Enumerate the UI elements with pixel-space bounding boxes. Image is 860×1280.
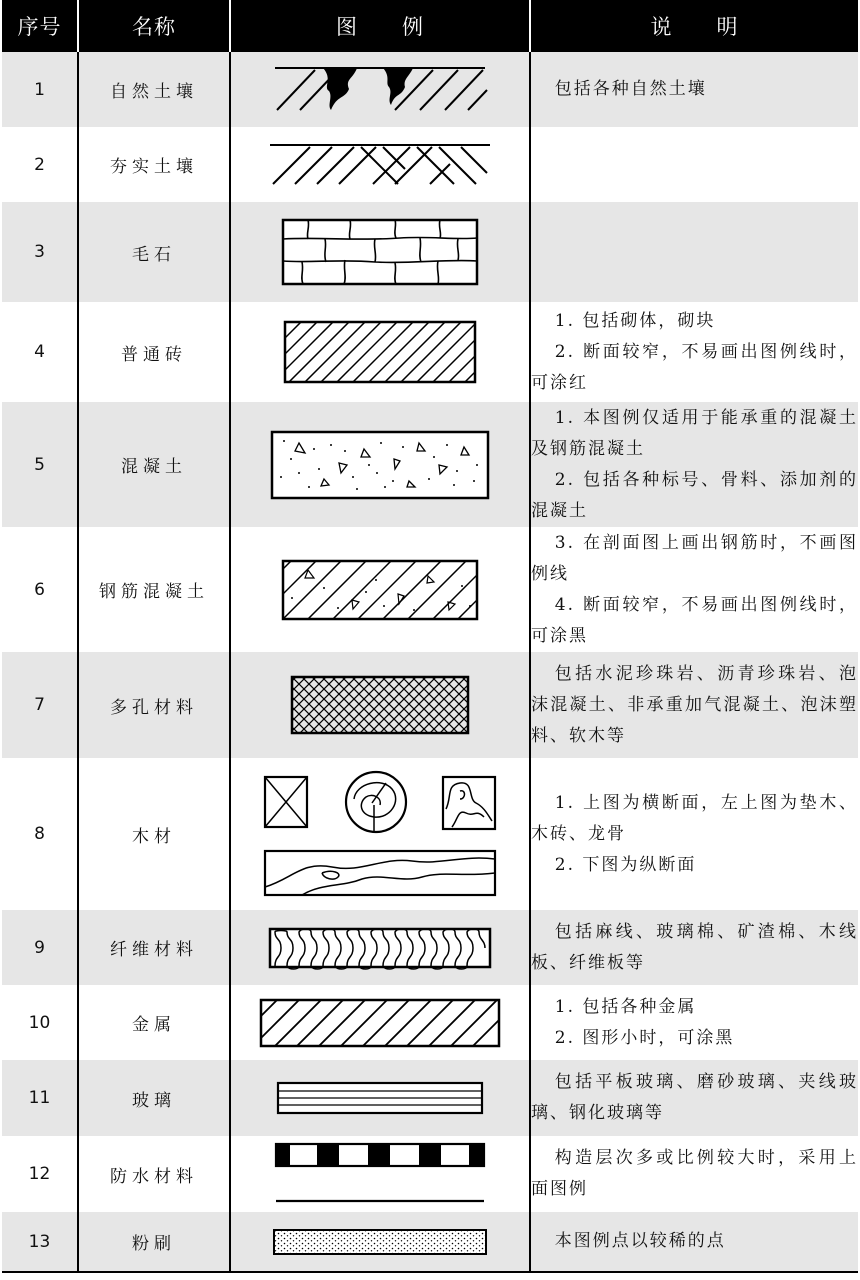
material-name: 夯实土壤 <box>78 127 230 202</box>
common-brick-pattern-icon <box>282 319 478 385</box>
table-row <box>2 1136 858 1212</box>
header-legend: 图 例 <box>230 0 530 52</box>
concrete-pattern-icon <box>269 429 491 501</box>
table-row <box>2 652 858 758</box>
table-row <box>2 758 858 910</box>
header-row <box>2 0 858 52</box>
table-row <box>2 202 858 302</box>
row-number: 1 <box>2 52 78 127</box>
description-line: 1. 包括砌体，砌块 <box>554 310 716 331</box>
row-number: 7 <box>2 652 78 758</box>
glass-pattern-icon <box>275 1080 485 1116</box>
material-name: 粉刷 <box>78 1212 230 1272</box>
description-line: 3. 在剖面图上画出钢筋时，不画图例线 <box>531 532 858 584</box>
description-line: 2. 包括各种标号、骨料、添加剂的混凝土 <box>531 469 858 521</box>
row-number: 8 <box>2 758 78 910</box>
header-name: 名称 <box>78 0 230 52</box>
description-line: 包括平板玻璃、磨砂玻璃、夹线玻璃、钢化玻璃等 <box>531 1072 858 1123</box>
material-name: 毛石 <box>78 202 230 302</box>
table-row <box>2 127 858 202</box>
material-name: 木材 <box>78 758 230 910</box>
row-number: 4 <box>2 302 78 402</box>
porous-material-pattern-icon <box>289 674 471 736</box>
material-name: 玻璃 <box>78 1060 230 1136</box>
rubble-stone-pattern-icon <box>280 217 480 287</box>
row-number: 6 <box>2 527 78 652</box>
table-row <box>2 402 858 527</box>
table-row <box>2 302 858 402</box>
material-legend-table <box>2 0 858 1273</box>
table-row <box>2 1060 858 1136</box>
compacted-soil-pattern-icon <box>265 142 495 188</box>
waterproof-material-pattern-icon <box>273 1141 487 1207</box>
header-description: 说 明 <box>530 0 858 52</box>
timber-pattern-icon <box>262 769 498 899</box>
row-number: 12 <box>2 1136 78 1212</box>
natural-soil-pattern-icon <box>265 65 495 115</box>
description-line: 包括麻线、玻璃棉、矿渣棉、木线板、纤维板等 <box>531 921 858 973</box>
description-line: 包括水泥珍珠岩、沥青珍珠岩、泡沫混凝土、非承重加气混凝土、泡沫塑料、软木等 <box>531 663 858 746</box>
reinforced-concrete-pattern-icon <box>280 558 480 622</box>
row-number: 9 <box>2 910 78 985</box>
description-line: 包括各种自然土壤 <box>554 79 707 99</box>
material-name: 多孔材料 <box>78 652 230 758</box>
table-row <box>2 985 858 1060</box>
row-number: 11 <box>2 1060 78 1136</box>
material-name: 自然土壤 <box>78 52 230 127</box>
table-row <box>2 52 858 127</box>
row-number: 10 <box>2 985 78 1060</box>
row-number: 13 <box>2 1212 78 1272</box>
fiber-material-pattern-icon <box>267 926 493 970</box>
description-line: 1. 本图例仅适用于能承重的混凝土及钢筋混凝土 <box>531 407 858 459</box>
table-row <box>2 527 858 652</box>
description-line: 1. 上图为横断面，左上图为垫木、木砖、龙骨 <box>531 792 858 844</box>
material-name: 混凝土 <box>78 402 230 527</box>
description-line: 2. 断面较窄，不易画出图例线时，可涂红 <box>531 341 858 393</box>
description-line: 4. 断面较窄，不易画出图例线时，可涂黑 <box>531 594 858 646</box>
material-name: 金属 <box>78 985 230 1060</box>
header-no: 序号 <box>2 0 78 52</box>
description-line: 本图例点以较稀的点 <box>554 1231 726 1251</box>
table-row <box>2 910 858 985</box>
material-name: 纤维材料 <box>78 910 230 985</box>
metal-pattern-icon <box>258 997 502 1049</box>
description-line: 2. 下图为纵断面 <box>554 854 697 875</box>
description-line: 2. 图形小时，可涂黑 <box>554 1027 735 1048</box>
description-line: 1. 包括各种金属 <box>554 996 697 1017</box>
row-number: 3 <box>2 202 78 302</box>
description-line: 构造层次多或比例较大时，采用上面图例 <box>531 1148 858 1199</box>
material-name: 防水材料 <box>78 1136 230 1212</box>
table-row <box>2 1212 858 1272</box>
plaster-pattern-icon <box>271 1227 489 1257</box>
material-name: 钢筋混凝土 <box>78 527 230 652</box>
material-name: 普通砖 <box>78 302 230 402</box>
row-number: 5 <box>2 402 78 527</box>
row-number: 2 <box>2 127 78 202</box>
